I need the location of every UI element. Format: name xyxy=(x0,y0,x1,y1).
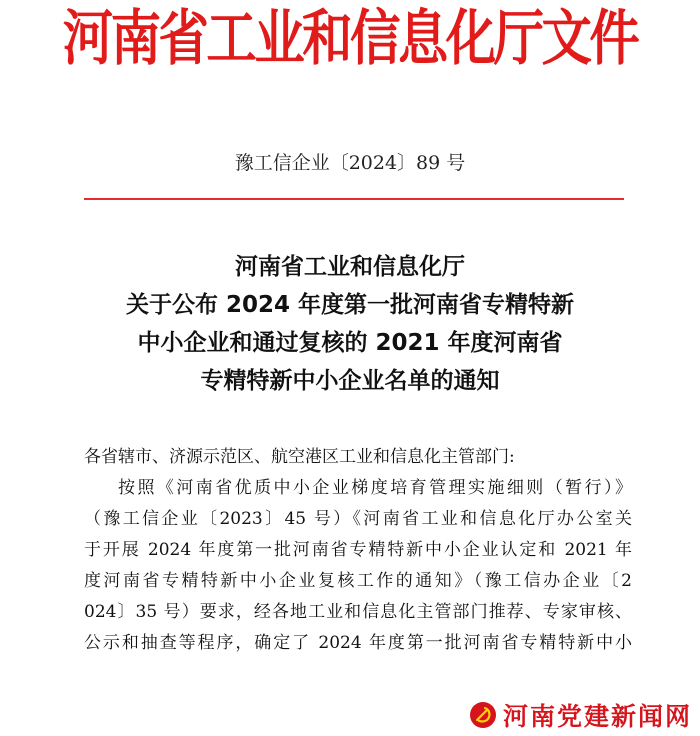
party-emblem-icon xyxy=(469,701,497,729)
notice-title-line: 河南省工业和信息化厅 xyxy=(235,254,465,280)
body-line: （豫工信企业〔2023〕45 号）《河南省工业和信息化厅办公室关 xyxy=(84,509,632,529)
body-line: 024〕35 号）要求，经各地工业和信息化主管部门推荐、专家审核、 xyxy=(84,602,632,622)
notice-title-line: 专精特新中小企业名单的通知 xyxy=(200,368,500,394)
notice-body xyxy=(84,442,632,659)
header-divider xyxy=(84,198,624,200)
body-line: 按照《河南省优质中小企业梯度培育管理实施细则（暂行）》 xyxy=(118,478,632,498)
document-header-title: 河南省工业和信息化厅文件 xyxy=(62,4,638,74)
body-line: 度河南省专精特新中小企业复核工作的通知》（豫工信办企业〔2 xyxy=(84,571,632,591)
notice-title-line: 关于公布 2024 年度第一批河南省专精特新 xyxy=(125,292,575,318)
notice-title xyxy=(0,248,700,400)
body-line: 于开展 2024 年度第一批河南省专精特新中小企业认定和 2021 年 xyxy=(84,540,632,560)
document-number: 豫工信企业〔2024〕89 号 xyxy=(234,152,466,174)
watermark-text: 河南党建新闻网 xyxy=(502,702,692,731)
body-line: 公示和抽查等程序，确定了 2024 年度第一批河南省专精特新中小 xyxy=(84,633,632,653)
salutation: 各省辖市、济源示范区、航空港区工业和信息化主管部门: xyxy=(84,447,515,467)
source-watermark xyxy=(465,698,696,732)
notice-title-line: 中小企业和通过复核的 2021 年度河南省 xyxy=(137,330,563,356)
